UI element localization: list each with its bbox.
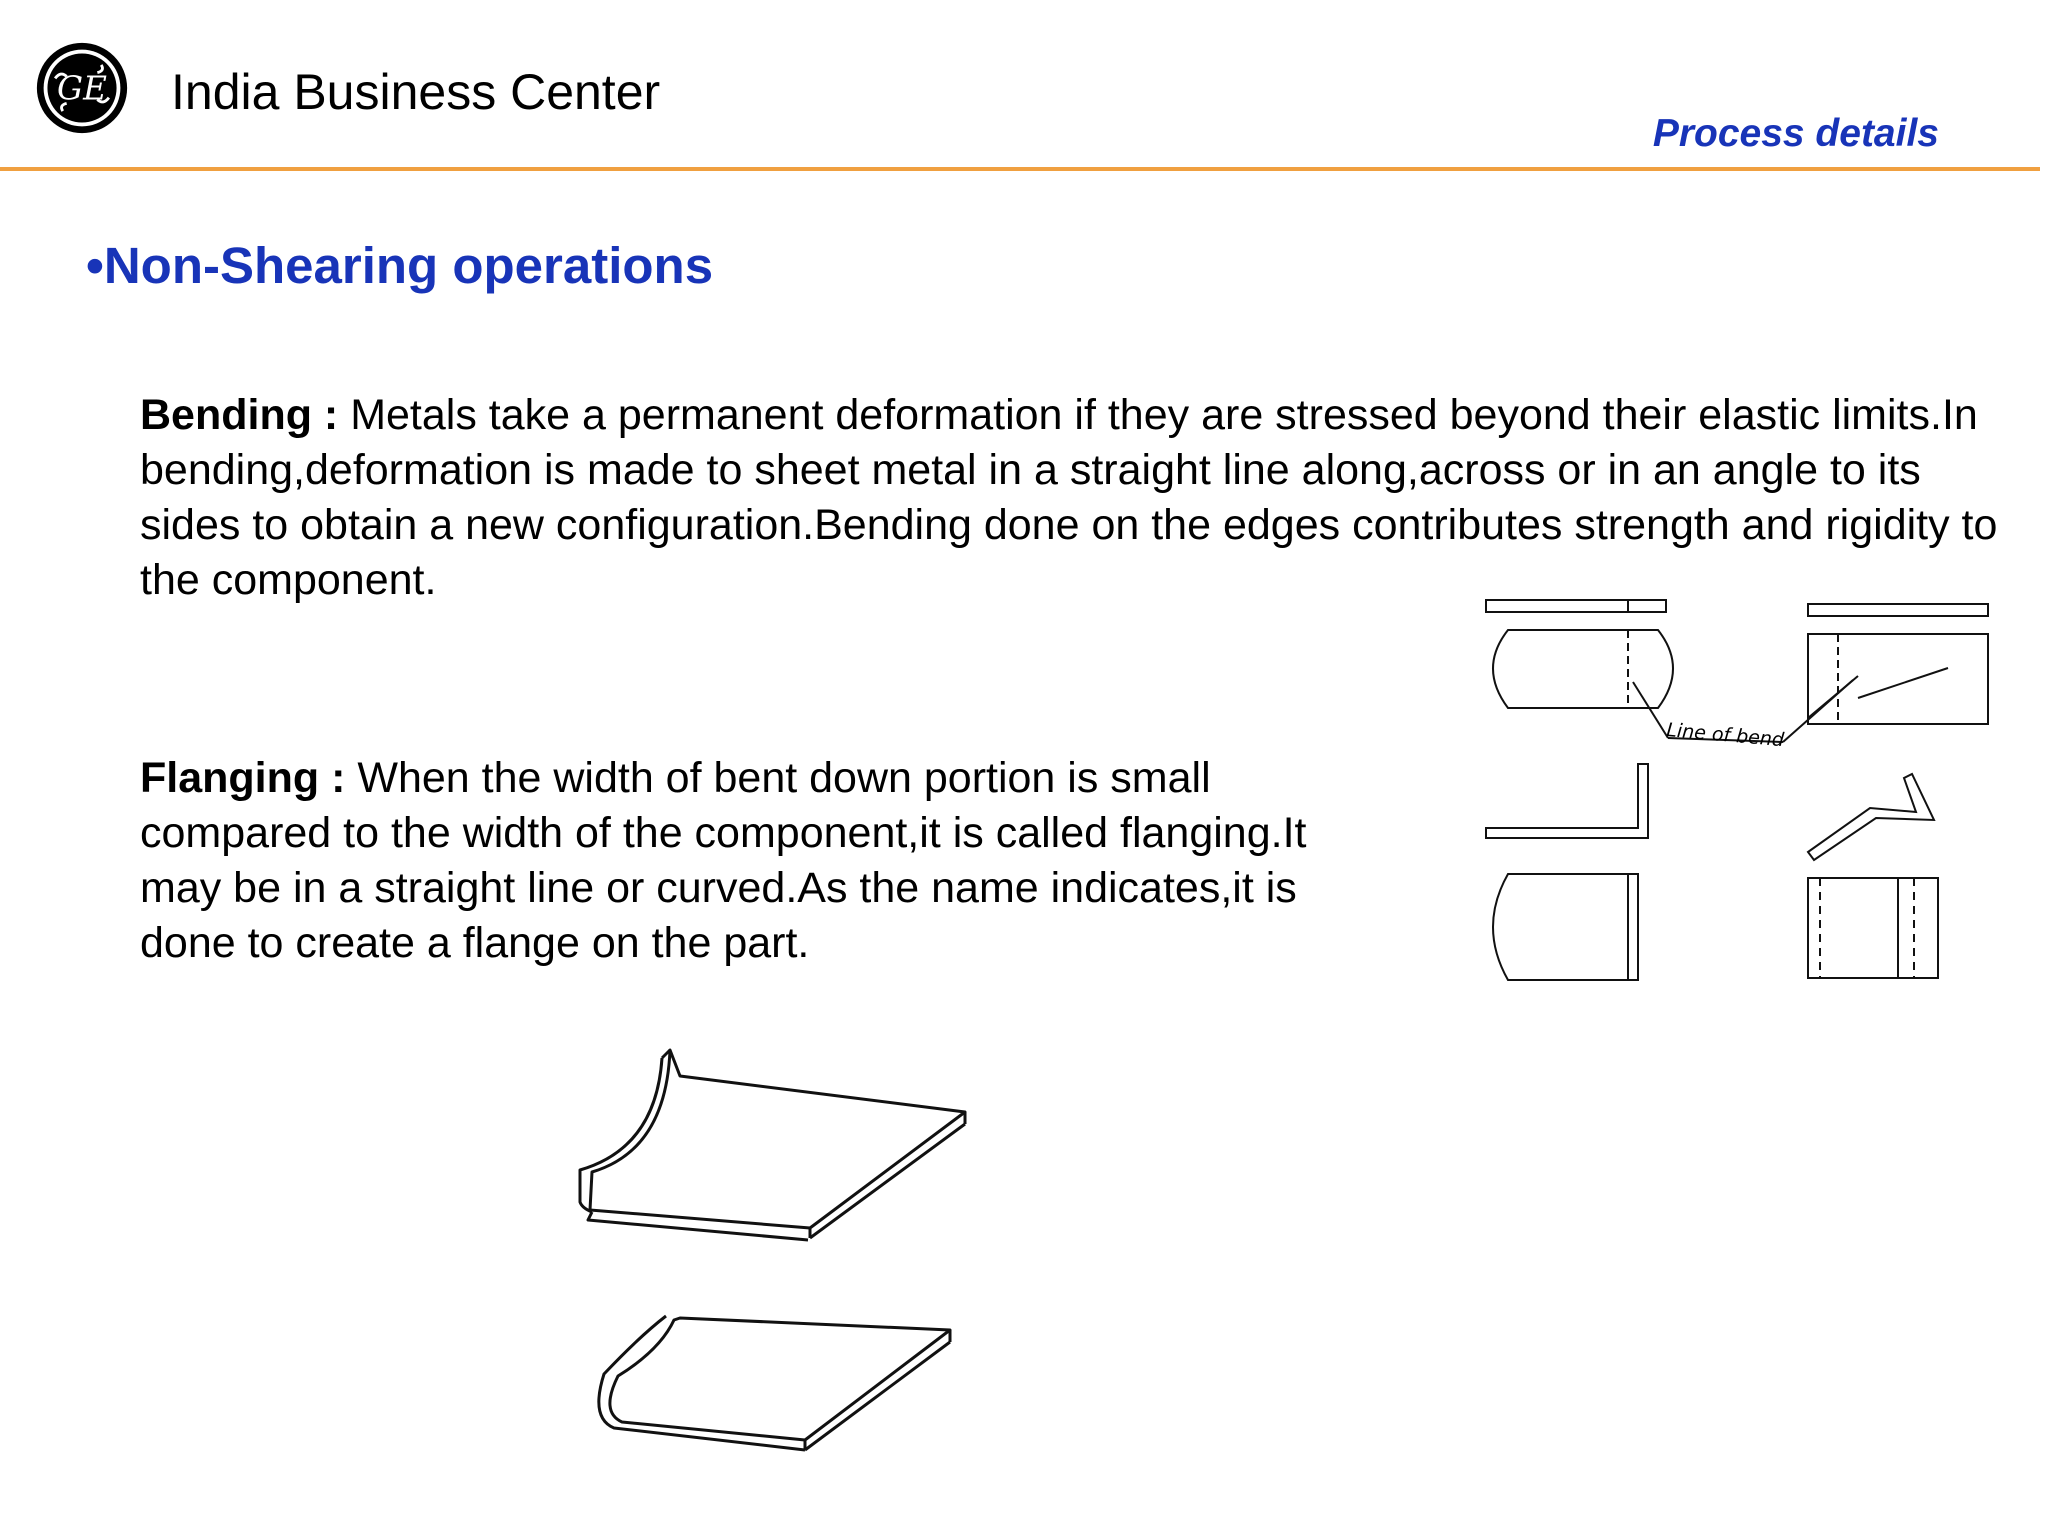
- bending-sketch-figure: [1478, 590, 1998, 990]
- logo-lettering: GE: [57, 69, 107, 108]
- flanging-term: Flanging :: [140, 754, 346, 802]
- org-name: India Business Center: [171, 64, 661, 120]
- bending-paragraph: [140, 388, 2020, 608]
- bending-term: Bending :: [140, 391, 339, 439]
- header-divider: [0, 167, 2040, 171]
- section-label: Process details: [1652, 112, 1939, 155]
- page-title: •Non-Shearing operations: [86, 237, 714, 294]
- line-of-bend-label: Line of bend: [1665, 719, 1785, 752]
- ge-monogram-logo: [34, 40, 130, 136]
- flanging-paragraph: [140, 751, 1340, 971]
- flanging-sketch-figure: [570, 1020, 1090, 1480]
- slide-header: [0, 0, 2048, 172]
- flanging-text: When the width of bent down portion is small compared to the width of the component,it is called flanging.It may be in a straight line or curved.As the name indicates,it is done to create a flange on the part.: [140, 754, 1307, 967]
- bending-text: Metals take a permanent deformation if they are stressed beyond their elastic limits.In bending,deformation is made to sheet metal in a straight line along,across or in an angle to its sides to obtain a new configuration.Bending done on the edges contributes strength and rigidity to the component.: [140, 391, 1998, 604]
